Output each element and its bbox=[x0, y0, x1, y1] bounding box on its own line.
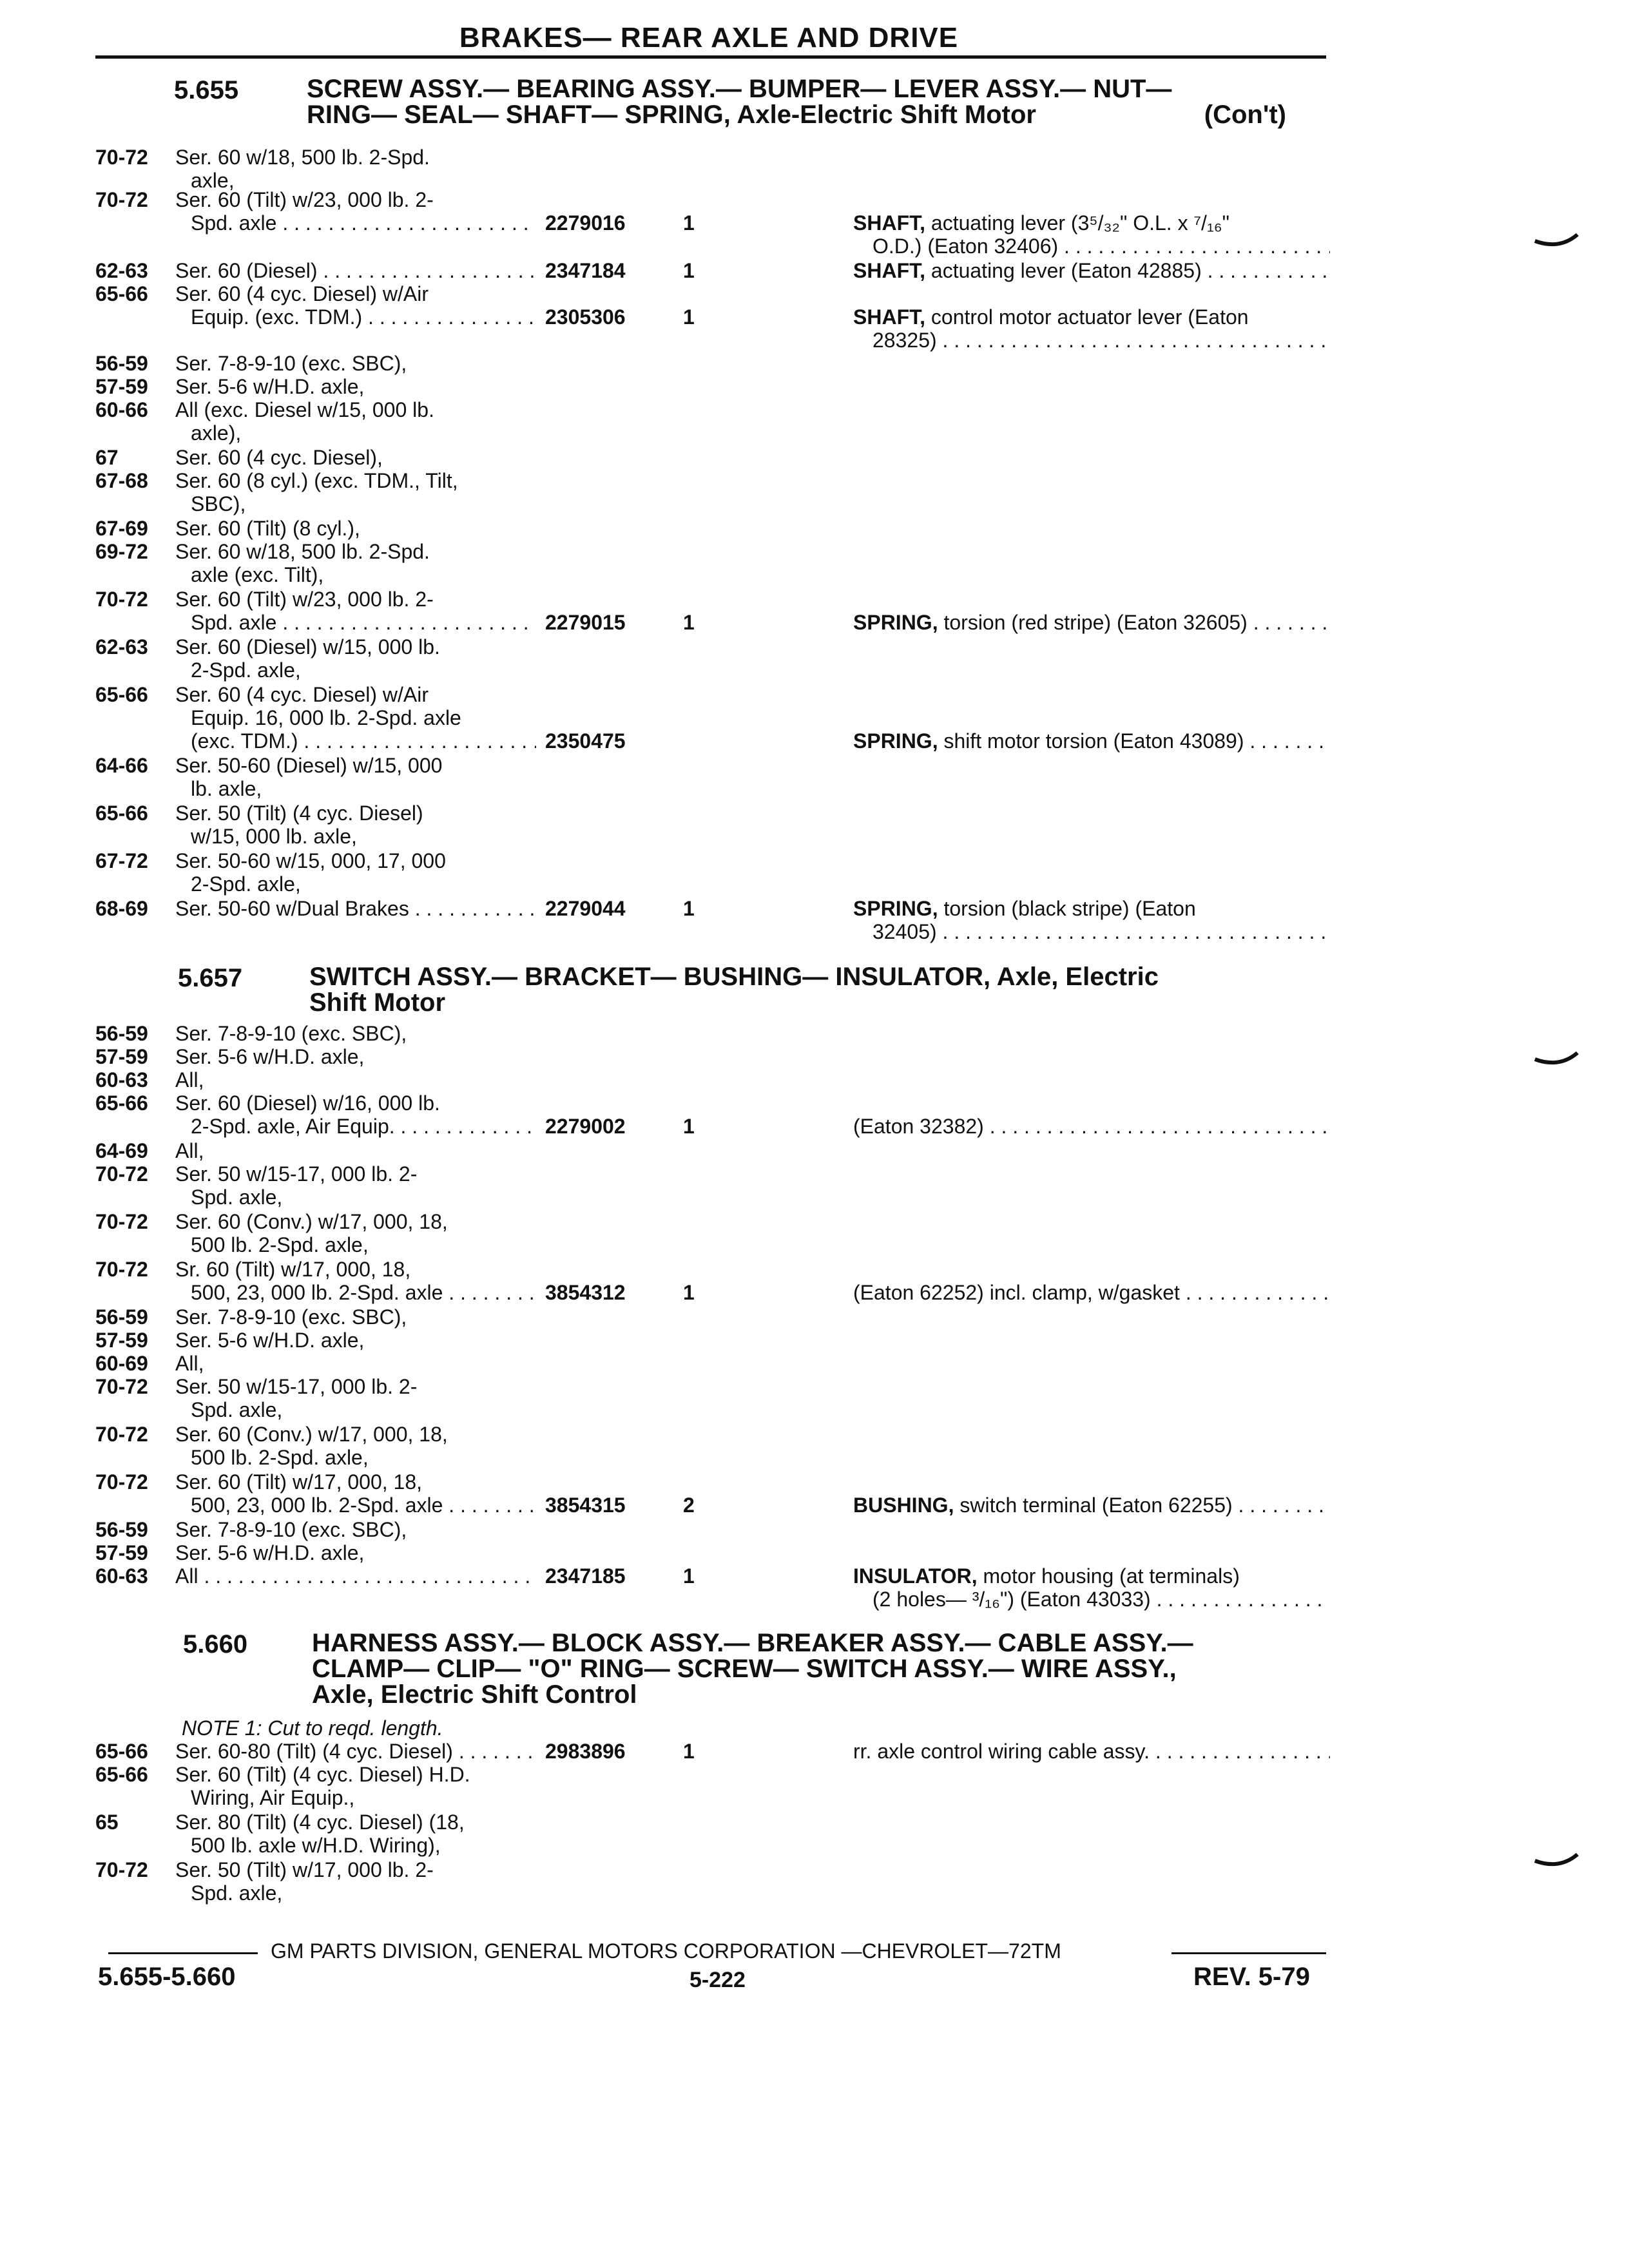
row-application bbox=[175, 469, 536, 515]
row-years: 69-72 bbox=[95, 540, 148, 563]
application-line: Ser. 50 (Tilt) (4 cyc. Diesel) bbox=[175, 802, 423, 825]
part-description bbox=[853, 897, 1330, 943]
application-line: Spd. axle, bbox=[191, 1398, 283, 1421]
row-years: 70-72 bbox=[95, 1423, 148, 1446]
row-years: 56-59 bbox=[95, 1022, 148, 1045]
row-application bbox=[175, 282, 536, 329]
part-name: SHAFT, bbox=[853, 259, 925, 282]
row-years: 57-59 bbox=[95, 1541, 148, 1564]
application-line: Ser. 5-6 w/H.D. axle, bbox=[175, 375, 365, 398]
part-name: SHAFT, bbox=[853, 305, 925, 329]
description-text: O.D.) (Eaton 32406) bbox=[872, 235, 1059, 258]
binder-mark-icon bbox=[1534, 1050, 1579, 1070]
row-application bbox=[175, 1518, 536, 1541]
row-application bbox=[175, 146, 536, 192]
row-application bbox=[175, 588, 536, 634]
section-title-line: SCREW ASSY.— BEARING ASSY.— BUMPER— LEVER ASSY.— NUT— bbox=[307, 75, 1172, 103]
row-years: 56-59 bbox=[95, 1305, 148, 1329]
description-text: torsion (black stripe) (Eaton bbox=[943, 897, 1196, 920]
binder-mark-icon bbox=[1534, 1852, 1579, 1871]
part-name: SPRING, bbox=[853, 611, 938, 634]
binder-mark-icon bbox=[1534, 232, 1579, 251]
application-line: Ser. 60 (Tilt) (4 cyc. Diesel) H.D. bbox=[175, 1763, 470, 1786]
application-line: Ser. 60 (Tilt) w/17, 000, 18, bbox=[175, 1470, 422, 1494]
row-years: 57-59 bbox=[95, 1045, 148, 1068]
part-number: 2350475 bbox=[545, 729, 626, 753]
description-line bbox=[853, 305, 1330, 329]
footer-rule-left bbox=[108, 1952, 258, 1954]
application-line: Ser. 60 (4 cyc. Diesel) w/Air bbox=[175, 282, 429, 305]
quantity: 1 bbox=[683, 1564, 695, 1588]
application-line: Ser. 60 (Conv.) w/17, 000, 18, bbox=[175, 1210, 448, 1233]
footer-revision: REV. 5-79 bbox=[1193, 1963, 1310, 1991]
part-number: 3854312 bbox=[545, 1281, 626, 1304]
row-application bbox=[175, 1091, 536, 1138]
row-application bbox=[175, 188, 536, 235]
row-application bbox=[175, 540, 536, 586]
description-line bbox=[853, 1588, 1330, 1611]
description-text: 32405) bbox=[872, 920, 937, 943]
row-application bbox=[175, 517, 536, 540]
description-text: (2 holes— ³/₁₆") (Eaton 43033) bbox=[872, 1588, 1151, 1611]
application-line: All, bbox=[175, 1139, 204, 1162]
application-line: Ser. 60 w/18, 500 lb. 2-Spd. bbox=[175, 146, 430, 169]
row-application bbox=[175, 375, 536, 398]
part-number: 2347185 bbox=[545, 1564, 626, 1588]
application-line: Ser. 5-6 w/H.D. axle, bbox=[175, 1329, 365, 1352]
application-line: All . . . bbox=[175, 1564, 536, 1588]
part-number: 2305306 bbox=[545, 305, 626, 329]
part-number: 2279002 bbox=[545, 1115, 626, 1138]
description-line bbox=[853, 211, 1330, 235]
row-years: 56-59 bbox=[95, 352, 148, 375]
row-application bbox=[175, 1329, 536, 1352]
application-line: Ser. 60 (Diesel) w/16, 000 lb. bbox=[175, 1091, 440, 1115]
quantity: 1 bbox=[683, 259, 695, 282]
application-line: Ser. 60 (Diesel) . . . bbox=[175, 259, 536, 282]
row-application bbox=[175, 1162, 536, 1209]
application-line: w/15, 000 lb. axle, bbox=[191, 825, 357, 848]
application-line: 500 lb. axle w/H.D. Wiring), bbox=[191, 1834, 441, 1857]
application-line: Equip. (exc. TDM.) . . . bbox=[175, 305, 536, 329]
row-application bbox=[175, 446, 536, 469]
row-years: 70-72 bbox=[95, 1375, 148, 1398]
application-line: Ser. 60 (Diesel) w/15, 000 lb. bbox=[175, 635, 440, 658]
quantity: 1 bbox=[683, 305, 695, 329]
part-description bbox=[853, 259, 1330, 282]
description-line bbox=[853, 729, 1330, 753]
row-application bbox=[175, 897, 536, 920]
application-line: Ser. 7-8-9-10 (exc. SBC), bbox=[175, 352, 407, 375]
quantity: 1 bbox=[683, 1281, 695, 1304]
part-name: SPRING, bbox=[853, 897, 938, 920]
description-text: (Eaton 32382) bbox=[853, 1115, 984, 1138]
application-line: (exc. TDM.) . . . bbox=[175, 729, 536, 753]
part-description bbox=[853, 1740, 1330, 1763]
description-text: 28325) bbox=[872, 329, 937, 352]
section-title bbox=[312, 1630, 1536, 1707]
row-years: 60-63 bbox=[95, 1564, 148, 1588]
description-text: control motor actuator lever (Eaton bbox=[930, 305, 1249, 329]
description-line bbox=[853, 1281, 1330, 1304]
application-line: axle), bbox=[191, 421, 242, 445]
row-years: 70-72 bbox=[95, 588, 148, 611]
application-line: axle (exc. Tilt), bbox=[191, 563, 324, 586]
row-application bbox=[175, 1210, 536, 1256]
application-line: Ser. 60 (Tilt) w/23, 000 lb. 2- bbox=[175, 188, 434, 211]
row-application bbox=[175, 1305, 536, 1329]
section-title-line: Axle, Electric Shift Control bbox=[312, 1680, 637, 1709]
application-line: SBC), bbox=[191, 492, 246, 515]
row-application bbox=[175, 802, 536, 848]
application-line: All (exc. Diesel w/15, 000 lb. bbox=[175, 398, 434, 421]
row-application bbox=[175, 1470, 536, 1517]
quantity: 2 bbox=[683, 1494, 695, 1517]
row-years: 65-66 bbox=[95, 282, 148, 305]
row-application bbox=[175, 683, 536, 753]
section-title bbox=[307, 76, 1286, 128]
application-line: Ser. 60 (Conv.) w/17, 000, 18, bbox=[175, 1423, 448, 1446]
application-line: Ser. 60 (4 cyc. Diesel) w/Air bbox=[175, 683, 429, 706]
section-title bbox=[309, 964, 1534, 1015]
application-line: Sr. 60 (Tilt) w/17, 000, 18, bbox=[175, 1258, 411, 1281]
row-years: 60-69 bbox=[95, 1352, 148, 1375]
application-line: Ser. 60-80 (Tilt) (4 cyc. Diesel) . . . bbox=[175, 1740, 536, 1763]
part-number: 2279016 bbox=[545, 211, 626, 235]
quantity: 1 bbox=[683, 611, 695, 634]
row-years: 64-66 bbox=[95, 754, 148, 777]
application-line: Wiring, Air Equip., bbox=[191, 1786, 355, 1809]
quantity: 1 bbox=[683, 1115, 695, 1138]
description-text: motor housing (at terminals) bbox=[983, 1564, 1240, 1588]
row-application bbox=[175, 259, 536, 282]
application-line: Ser. 50-60 w/15, 000, 17, 000 bbox=[175, 849, 446, 872]
application-line: Ser. 7-8-9-10 (exc. SBC), bbox=[175, 1305, 407, 1329]
part-description bbox=[853, 1494, 1330, 1517]
description-line bbox=[853, 235, 1330, 258]
application-line: Ser. 50 w/15-17, 000 lb. 2- bbox=[175, 1375, 418, 1398]
part-name: SPRING, bbox=[853, 729, 938, 753]
row-years: 65-66 bbox=[95, 1740, 148, 1763]
row-years: 70-72 bbox=[95, 1162, 148, 1186]
row-years: 65-66 bbox=[95, 1091, 148, 1115]
footer-rule-right bbox=[1171, 1952, 1326, 1954]
row-years: 70-72 bbox=[95, 1258, 148, 1281]
footer-page-number: 5-222 bbox=[689, 1968, 746, 1992]
application-line: Ser. 5-6 w/H.D. axle, bbox=[175, 1045, 365, 1068]
row-years: 68-69 bbox=[95, 897, 148, 920]
application-line: axle, bbox=[191, 169, 235, 192]
part-description bbox=[853, 1115, 1330, 1138]
part-number: 2983896 bbox=[545, 1740, 626, 1763]
row-application bbox=[175, 754, 536, 800]
description-line bbox=[853, 611, 1330, 634]
row-application bbox=[175, 1258, 536, 1304]
application-line: Ser. 60 (8 cyl.) (exc. TDM., Tilt, bbox=[175, 469, 458, 492]
part-description bbox=[853, 729, 1330, 753]
row-application bbox=[175, 635, 536, 682]
section-title-line: CLAMP— CLIP— "O" RING— SCREW— SWITCH ASSY.— WIRE ASSY., bbox=[312, 1655, 1177, 1683]
row-application bbox=[175, 1068, 536, 1091]
row-application bbox=[175, 1858, 536, 1905]
row-application bbox=[175, 1541, 536, 1564]
application-line: Ser. 60 (Tilt) w/23, 000 lb. 2- bbox=[175, 588, 434, 611]
part-description bbox=[853, 1564, 1330, 1611]
description-line bbox=[853, 1115, 1330, 1138]
section-number: 5.657 bbox=[178, 964, 243, 992]
application-line: Ser. 7-8-9-10 (exc. SBC), bbox=[175, 1518, 407, 1541]
part-number: 2347184 bbox=[545, 259, 626, 282]
application-line: 500, 23, 000 lb. 2-Spd. axle . . . bbox=[175, 1281, 536, 1304]
quantity: 1 bbox=[683, 211, 695, 235]
section-title-line: SWITCH ASSY.— BRACKET— BUSHING— INSULATOR, Axle, Electric bbox=[309, 963, 1159, 991]
application-line: Ser. 50-60 w/Dual Brakes . . . bbox=[175, 897, 536, 920]
description-line bbox=[853, 1494, 1330, 1517]
application-line: Spd. axle . . . bbox=[175, 211, 536, 235]
section-title-line: RING— SEAL— SHAFT— SPRING, Axle-Electric Shift Motor bbox=[307, 101, 1036, 129]
description-line bbox=[853, 1564, 1330, 1588]
row-application bbox=[175, 1763, 536, 1809]
row-application bbox=[175, 1740, 536, 1763]
part-description bbox=[853, 211, 1330, 258]
row-years: 67 bbox=[95, 446, 119, 469]
part-name: SHAFT, bbox=[853, 211, 925, 235]
row-application bbox=[175, 1564, 536, 1588]
application-line: lb. axle, bbox=[191, 777, 262, 800]
quantity: 1 bbox=[683, 1740, 695, 1763]
row-application bbox=[175, 352, 536, 375]
row-years: 65-66 bbox=[95, 1763, 148, 1786]
description-text: (Eaton 62252) incl. clamp, w/gasket bbox=[853, 1281, 1180, 1304]
header-rule bbox=[95, 55, 1326, 59]
section-number: 5.660 bbox=[183, 1630, 248, 1658]
application-line: Ser. 60 w/18, 500 lb. 2-Spd. bbox=[175, 540, 430, 563]
row-years: 70-72 bbox=[95, 1858, 148, 1881]
row-application bbox=[175, 1045, 536, 1068]
part-description bbox=[853, 611, 1330, 634]
application-line: Ser. 80 (Tilt) (4 cyc. Diesel) (18, bbox=[175, 1811, 465, 1834]
part-description bbox=[853, 305, 1330, 352]
description-text: shift motor torsion (Eaton 43089) bbox=[943, 729, 1244, 753]
application-line: Ser. 7-8-9-10 (exc. SBC), bbox=[175, 1022, 407, 1045]
row-application bbox=[175, 1423, 536, 1469]
quantity: 1 bbox=[683, 897, 695, 920]
description-text: rr. axle control wiring cable assy. bbox=[853, 1740, 1150, 1763]
page-header-title: BRAKES— REAR AXLE AND DRIVE bbox=[459, 22, 959, 53]
row-years: 65-66 bbox=[95, 802, 148, 825]
row-years: 70-72 bbox=[95, 1470, 148, 1494]
row-years: 57-59 bbox=[95, 375, 148, 398]
application-line: Equip. 16, 000 lb. 2-Spd. axle bbox=[191, 706, 461, 729]
description-line bbox=[853, 329, 1330, 352]
description-text: torsion (red stripe) (Eaton 32605) bbox=[943, 611, 1248, 634]
application-line: 2-Spd. axle, Air Equip. . . . bbox=[175, 1115, 536, 1138]
row-application bbox=[175, 398, 536, 445]
application-line: Ser. 50-60 (Diesel) w/15, 000 bbox=[175, 754, 443, 777]
row-years: 70-72 bbox=[95, 146, 148, 169]
row-years: 57-59 bbox=[95, 1329, 148, 1352]
section-title-line: HARNESS ASSY.— BLOCK ASSY.— BREAKER ASSY.— CABLE ASSY.— bbox=[312, 1629, 1193, 1657]
description-text: actuating lever (Eaton 42885) bbox=[930, 259, 1202, 282]
row-years: 60-63 bbox=[95, 1068, 148, 1091]
row-years: 70-72 bbox=[95, 1210, 148, 1233]
row-years: 60-66 bbox=[95, 398, 148, 421]
application-line: Ser. 50 (Tilt) w/17, 000 lb. 2- bbox=[175, 1858, 434, 1881]
description-text: switch terminal (Eaton 62255) bbox=[959, 1494, 1233, 1517]
row-years: 65 bbox=[95, 1811, 119, 1834]
application-line: 500 lb. 2-Spd. axle, bbox=[191, 1446, 369, 1469]
part-number: 2279015 bbox=[545, 611, 626, 634]
description-line bbox=[853, 259, 1330, 282]
row-application bbox=[175, 1139, 536, 1162]
description-text: actuating lever (3⁵/₃₂" O.L. x ⁷/₁₆" bbox=[930, 211, 1229, 235]
application-line: Ser. 60 (4 cyc. Diesel), bbox=[175, 446, 383, 469]
part-description bbox=[853, 1281, 1330, 1304]
section-note: NOTE 1: Cut to reqd. length. bbox=[182, 1716, 443, 1740]
description-line bbox=[853, 897, 1330, 920]
row-years: 62-63 bbox=[95, 635, 148, 658]
row-years: 70-72 bbox=[95, 188, 148, 211]
description-line bbox=[853, 920, 1330, 943]
part-number: 2279044 bbox=[545, 897, 626, 920]
row-years: 62-63 bbox=[95, 259, 148, 282]
footer-section-range: 5.655-5.660 bbox=[98, 1963, 236, 1991]
row-years: 67-68 bbox=[95, 469, 148, 492]
footer-publisher: GM PARTS DIVISION, GENERAL MOTORS CORPORATION —CHEVROLET—72TM bbox=[271, 1939, 1061, 1963]
part-number: 3854315 bbox=[545, 1494, 626, 1517]
row-years: 64-69 bbox=[95, 1139, 148, 1162]
continued-label: (Con't) bbox=[1204, 101, 1286, 129]
section-title-line: Shift Motor bbox=[309, 988, 446, 1017]
row-years: 67-72 bbox=[95, 849, 148, 872]
application-line: Ser. 60 (Tilt) (8 cyl.), bbox=[175, 517, 360, 540]
application-line: All, bbox=[175, 1352, 204, 1375]
row-application bbox=[175, 1352, 536, 1375]
application-line: 500 lb. 2-Spd. axle, bbox=[191, 1233, 369, 1256]
row-years: 65-66 bbox=[95, 683, 148, 706]
application-line: Ser. 5-6 w/H.D. axle, bbox=[175, 1541, 365, 1564]
application-line: Spd. axle, bbox=[191, 1881, 283, 1905]
row-years: 56-59 bbox=[95, 1518, 148, 1541]
row-application bbox=[175, 1811, 536, 1857]
part-name: INSULATOR, bbox=[853, 1564, 978, 1588]
row-application bbox=[175, 1022, 536, 1045]
application-line: All, bbox=[175, 1068, 204, 1091]
application-line: 2-Spd. axle, bbox=[191, 872, 301, 896]
application-line: Ser. 50 w/15-17, 000 lb. 2- bbox=[175, 1162, 418, 1186]
application-line: Spd. axle, bbox=[191, 1186, 283, 1209]
part-name: BUSHING, bbox=[853, 1494, 954, 1517]
application-line: 2-Spd. axle, bbox=[191, 658, 301, 682]
application-line: 500, 23, 000 lb. 2-Spd. axle . . . bbox=[175, 1494, 536, 1517]
section-number: 5.655 bbox=[174, 76, 239, 104]
row-years: 67-69 bbox=[95, 517, 148, 540]
row-application bbox=[175, 849, 536, 896]
row-application bbox=[175, 1375, 536, 1421]
application-line: Spd. axle . . . bbox=[175, 611, 536, 634]
description-line bbox=[853, 1740, 1330, 1763]
